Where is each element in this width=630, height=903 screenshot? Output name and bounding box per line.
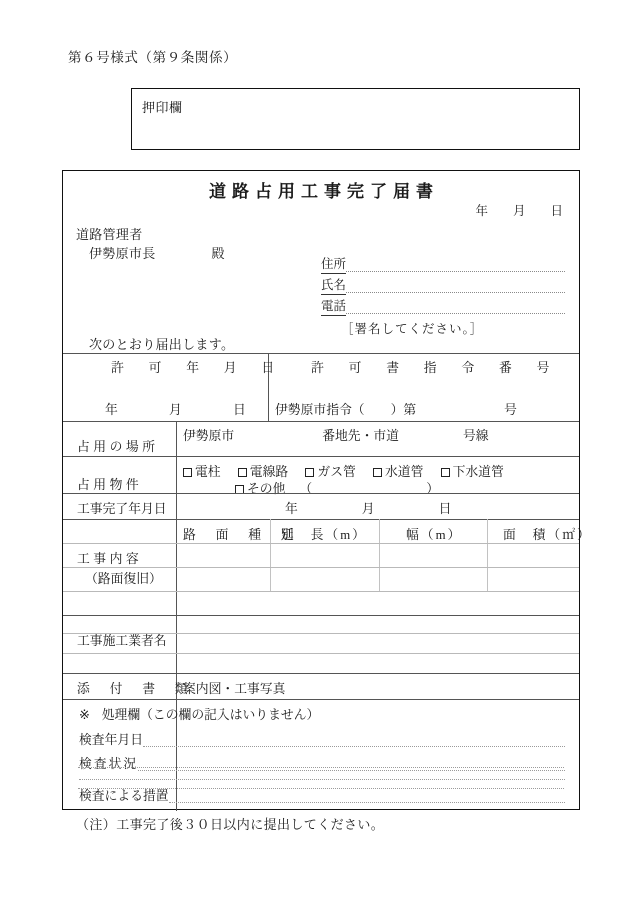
completion-date-label: 工事完了年月日	[77, 502, 167, 516]
inspection-date-row[interactable]	[79, 729, 565, 749]
applicant-name-label: 氏名	[321, 278, 346, 295]
checkbox-item-pole[interactable]	[183, 461, 221, 480]
page-title: 道路占用工事完了届書	[209, 182, 439, 201]
applicant-address-row[interactable]	[321, 253, 565, 274]
submission-date-line	[475, 201, 563, 219]
checkbox-label-waterpipe: 水道管	[384, 465, 424, 479]
location-city: 伊勢原市	[183, 429, 235, 443]
permit-date-value[interactable]: 年 月 日	[105, 403, 246, 417]
rule-work-col2	[379, 519, 380, 591]
location-route-suffix: 号線	[462, 429, 489, 443]
rule-completion-top	[63, 493, 579, 494]
work-col-header-length: 延 長（m）	[281, 528, 367, 542]
inspection-date-label: 検査年月日	[79, 733, 143, 747]
work-col-header-width: 幅（m）	[406, 528, 463, 542]
addressee-name-text: 伊勢原市長	[89, 246, 156, 261]
applicant-phone-row[interactable]	[321, 295, 565, 316]
permit-date-header: 許 可 年 月 日	[111, 361, 281, 375]
rule-objects-top	[63, 456, 579, 457]
processing-heading-text: 処理欄（この欄の記入はいりません）	[101, 708, 320, 722]
permit-number-suffix: 号	[504, 403, 517, 417]
objects-label: 占用物件	[77, 478, 143, 492]
checkbox-icon[interactable]	[238, 468, 247, 477]
inspection-status-label: 検査状況	[79, 757, 139, 771]
inspection-blank-line-2[interactable]	[78, 788, 564, 789]
objects-other-close: ）	[426, 482, 439, 496]
footnote: （注）工事完了後３０日以内に提出してください。	[76, 817, 385, 832]
inspection-status-row[interactable]	[79, 753, 565, 773]
applicant-name-row[interactable]	[321, 274, 565, 295]
inspection-status-extra-line[interactable]	[79, 779, 565, 780]
checkbox-label-pole: 電柱	[195, 465, 221, 479]
rule-contractor-line2	[63, 653, 579, 654]
work-col-header-area: 面 積（㎡）	[503, 528, 592, 542]
applicant-address-input[interactable]	[346, 271, 565, 272]
work-content-sublabel: （路面復旧）	[85, 572, 162, 586]
permit-number-prefix: 伊勢原市指令（	[275, 403, 365, 417]
checkbox-icon[interactable]	[373, 468, 382, 477]
rule-work-col3	[487, 519, 488, 591]
rule-processing-top	[63, 699, 579, 700]
location-label: 占用の場所	[77, 440, 159, 454]
applicant-phone-label: 電話	[321, 299, 346, 316]
objects-options-line2[interactable]	[235, 478, 439, 497]
addressee-honorific: 殿	[211, 246, 225, 261]
checkbox-icon[interactable]	[441, 468, 450, 477]
location-address-suffix: 番地先・市道	[322, 429, 399, 443]
seal-box[interactable]	[131, 88, 580, 150]
inspection-measures-label: 検査による措置	[79, 789, 169, 803]
inspection-measures-input[interactable]	[169, 802, 565, 803]
inspection-status-input[interactable]	[138, 770, 565, 771]
applicant-name-input[interactable]	[346, 292, 565, 293]
objects-other-open: （	[299, 482, 313, 496]
permit-number-value[interactable]	[275, 399, 517, 418]
checkbox-label-sewerpipe: 下水道管	[452, 465, 504, 479]
addressee-role: 道路管理者	[76, 227, 143, 242]
rule-attachments-top	[63, 673, 579, 674]
applicant-fields	[321, 253, 565, 316]
checkbox-item-sewerpipe[interactable]	[441, 461, 504, 480]
asterisk-icon: ※	[79, 708, 90, 722]
applicant-address-label: 住所	[321, 257, 346, 274]
checkbox-icon[interactable]	[183, 468, 192, 477]
form-number: 第６号様式（第９条関係）	[68, 50, 238, 65]
rule-permit-top	[63, 353, 579, 354]
checkbox-label-powerline: 電線路	[249, 465, 289, 479]
completion-date-value[interactable]: 年 月 日	[285, 502, 452, 516]
submission-date-text: 年 月 日	[475, 204, 563, 218]
inspection-date-input[interactable]	[143, 746, 565, 747]
rule-work-headerrow	[63, 543, 579, 544]
attachments-label: 添 付 書 類	[77, 682, 192, 696]
rule-location-top	[63, 421, 579, 422]
main-form-frame	[62, 170, 592, 810]
addressee-name	[89, 243, 225, 262]
permit-number-header: 許 可 書 指 令 番 号	[311, 361, 556, 375]
checkbox-label-other: その他	[247, 482, 286, 496]
signature-note: ［署名してください。］	[341, 322, 484, 336]
work-content-label: 工事内容	[77, 552, 143, 566]
rule-work-row2	[63, 591, 579, 592]
processing-heading	[79, 704, 319, 723]
seal-box-label: 押印欄	[142, 100, 183, 115]
location-value[interactable]	[183, 425, 489, 444]
inspection-blank-line-1[interactable]	[78, 767, 564, 768]
checkbox-item-other[interactable]	[235, 478, 285, 497]
contractor-label: 工事施工業者名	[77, 634, 167, 648]
permit-number-mid: ）第	[390, 403, 417, 417]
checkbox-icon[interactable]	[305, 468, 314, 477]
rule-contractor-top	[63, 615, 579, 616]
checkbox-label-gaspipe: ガス管	[317, 465, 356, 479]
applicant-phone-input[interactable]	[346, 313, 565, 314]
rule-work-top	[63, 519, 579, 520]
work-col-header-type: 路 面 種 別	[183, 528, 298, 542]
statement-text: 次のとおり届出します。	[89, 337, 235, 352]
attachments-value: 案内図・工事写真	[183, 682, 286, 696]
